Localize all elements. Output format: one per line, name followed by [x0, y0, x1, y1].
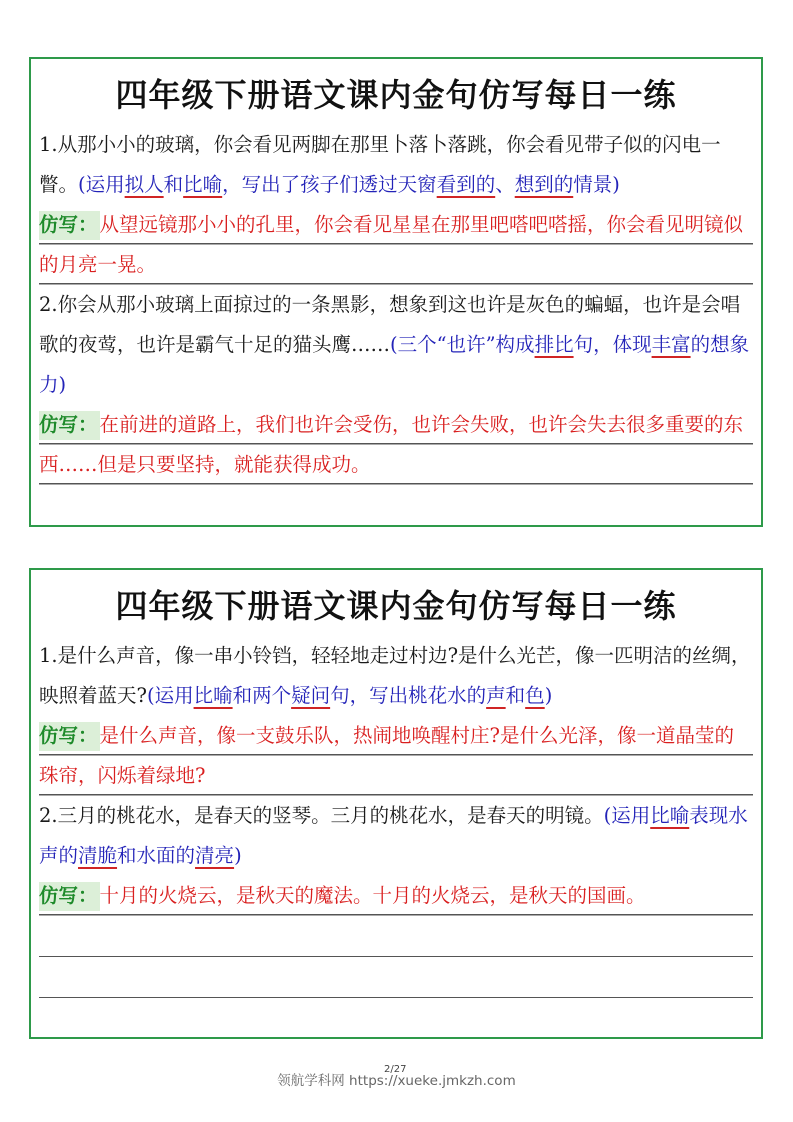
question-note: (运用比喻表现水声的清脆和水面的清亮) — [39, 804, 748, 867]
blank-writing-line — [39, 957, 753, 998]
exercise-card-2 — [29, 568, 763, 1039]
question-note: (三个“也许”构成排比句，体现丰富的想象力) — [39, 333, 750, 396]
question-text: 1.从那小小的玻璃，你会看见两脚在那里卜落卜落跳，你会看见带子似的闪电一瞥。 — [39, 133, 721, 196]
imitation-answer-2 — [39, 876, 753, 916]
question-1 — [39, 125, 753, 205]
imitation-answer-1 — [39, 205, 753, 285]
imitation-label: 仿写： — [39, 722, 100, 751]
question-text: 1.是什么声音，像一串小铃铛，轻轻地走过村边?是什么光芒，像一匹明洁的丝绸，映照着蓝天? — [39, 644, 751, 707]
imitation-text: 十月的火烧云，是秋天的魔法。十月的火烧云，是秋天的国画。 — [99, 884, 646, 907]
question-2 — [39, 285, 753, 405]
blank-writing-line — [39, 916, 753, 957]
imitation-text: 是什么声音，像一支鼓乐队，热闹地唤醒村庄?是什么光泽，像一道晶莹的珠帘，闪烁着绿地? — [39, 724, 734, 787]
imitation-label: 仿写： — [39, 211, 100, 240]
question-1 — [39, 636, 753, 716]
imitation-answer-2 — [39, 405, 753, 485]
question-2 — [39, 796, 753, 876]
page-number: 2/27 — [384, 1064, 407, 1075]
imitation-text: 从望远镜那小小的孔里，你会看见星星在那里吧嗒吧嗒摇，你会看见明镜似的月亮一晃。 — [39, 213, 744, 276]
imitation-answer-1 — [39, 716, 753, 796]
exercise-card-1 — [29, 57, 763, 527]
question-note: (运用拟人和比喻，写出了孩子们透过天窗看到的、想到的情景) — [78, 173, 620, 196]
imitation-label: 仿写： — [39, 882, 100, 911]
imitation-text: 在前进的道路上，我们也许会受伤，也许会失败，也许会失去很多重要的东西……但是只要坚持，就能获得成功。 — [39, 413, 744, 476]
card-title: 四年级下册语文课内金句仿写每日一练 — [115, 587, 677, 625]
imitation-label: 仿写： — [39, 411, 100, 440]
footer-site: 领航学科网 https://xueke.jmkzh.com — [277, 1073, 516, 1089]
question-text: 2.你会从那小玻璃上面掠过的一条黑影，想象到这也许是灰色的蝙蝠，也许是会唱歌的夜莺，也许是霸气十足的猫头鹰…… — [39, 293, 741, 356]
question-text: 2.三月的桃花水，是春天的竖琴。三月的桃花水，是春天的明镜。 — [39, 804, 604, 827]
card-title: 四年级下册语文课内金句仿写每日一练 — [115, 76, 677, 114]
question-note: (运用比喻和两个疑问句，写出桃花水的声和色) — [146, 684, 553, 707]
